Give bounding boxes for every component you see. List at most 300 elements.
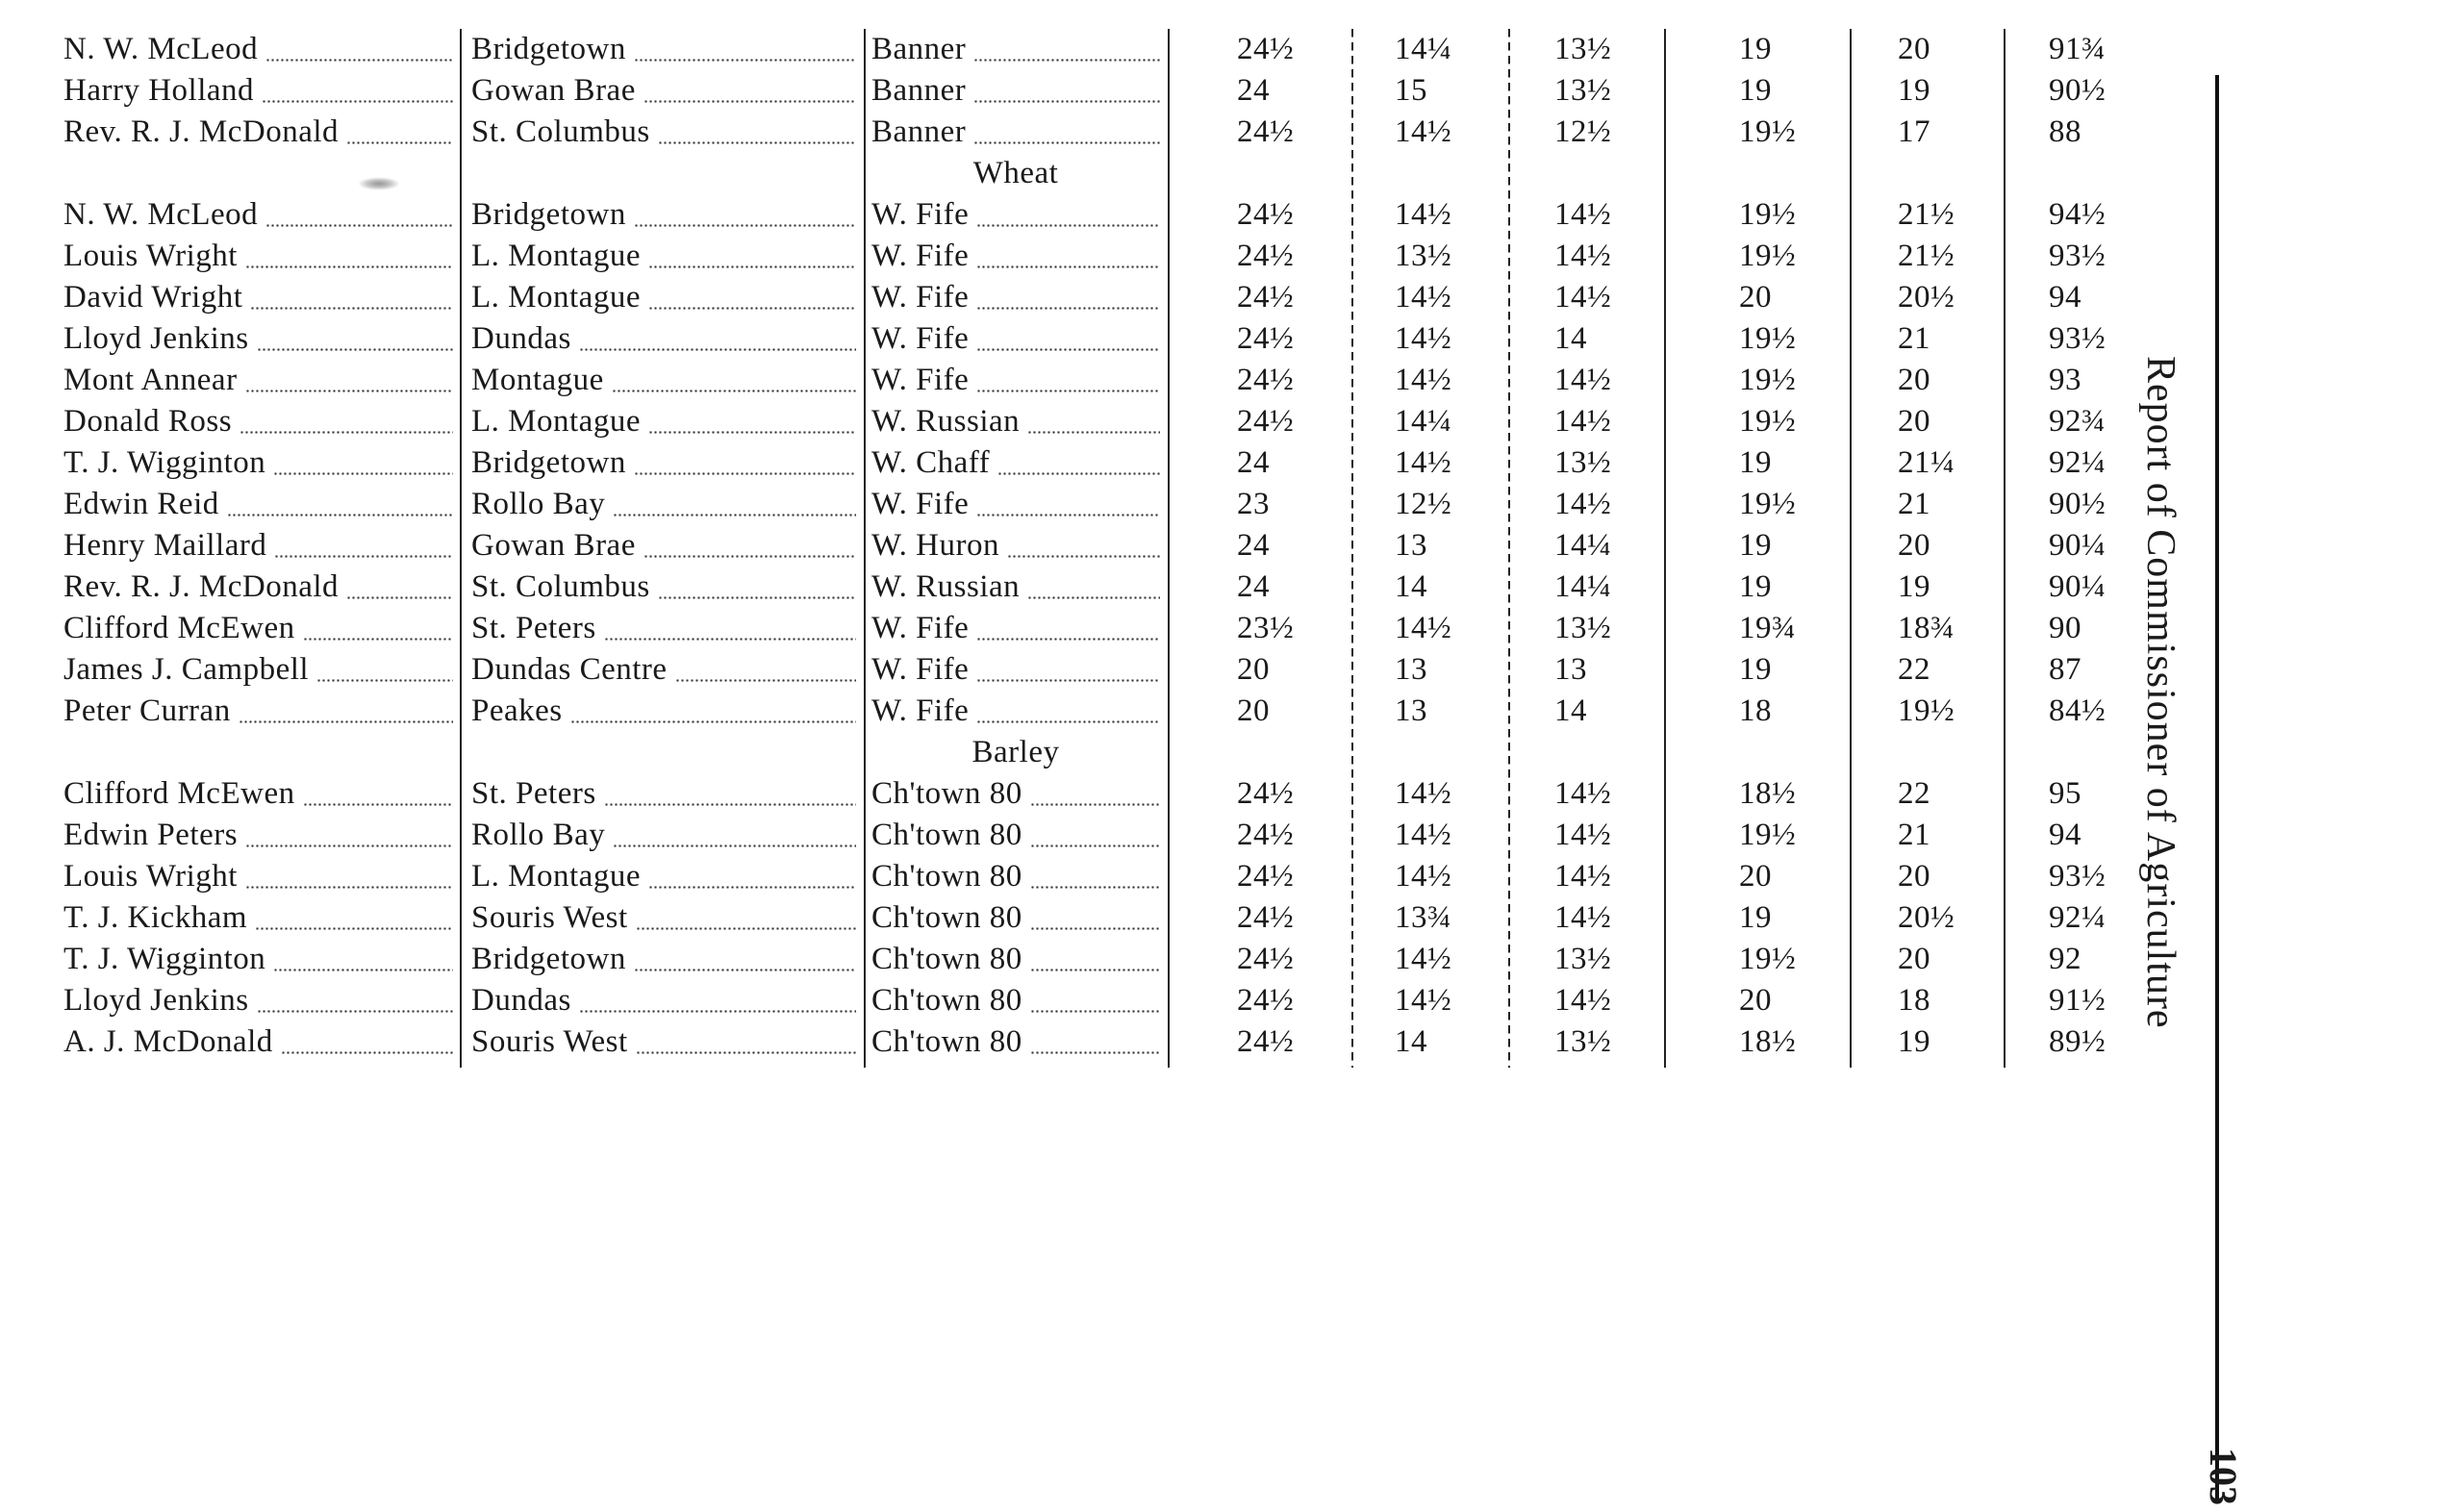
score-v3: 14¼ — [1554, 569, 1612, 604]
variety-cell — [871, 112, 1160, 153]
exhibitor-name-cell — [63, 897, 453, 939]
dot-leader — [257, 348, 453, 351]
exhibitor-place-cell — [471, 856, 856, 897]
score-v2: 13½ — [1395, 239, 1452, 273]
table-row — [0, 939, 2155, 980]
score-v3: 14½ — [1554, 363, 1612, 397]
dot-leader — [1027, 431, 1160, 434]
dot-leader — [316, 679, 453, 682]
score-v6: 90 — [2049, 611, 2081, 645]
score-v6: 94 — [2049, 818, 2081, 852]
exhibitor-place-cell — [471, 608, 856, 649]
table-row — [0, 856, 2155, 897]
exhibitor-name: James J. Campbell — [63, 652, 310, 687]
section-heading-row — [0, 732, 2155, 773]
score-v6: 84½ — [2049, 693, 2106, 728]
dot-leader — [604, 803, 856, 806]
column-rule-name — [460, 29, 462, 1068]
score-v3: 13½ — [1554, 445, 1612, 480]
score-v1: 24½ — [1237, 321, 1295, 356]
score-v4: 20 — [1739, 983, 1772, 1018]
score-v5: 21 — [1898, 818, 1930, 852]
score-v6: 95 — [2049, 776, 2081, 811]
dot-leader — [658, 596, 856, 599]
dot-leader — [997, 472, 1160, 475]
score-v1: 23 — [1237, 487, 1270, 521]
score-v6: 91½ — [2049, 983, 2106, 1018]
exhibitor-place-cell — [471, 939, 856, 980]
dot-leader — [648, 307, 856, 310]
score-v1: 24½ — [1237, 942, 1295, 976]
score-v4: 19½ — [1739, 239, 1797, 273]
variety: W. Chaff — [871, 445, 991, 480]
score-v2: 14½ — [1395, 280, 1452, 315]
exhibitor-place: Gowan Brae — [471, 528, 636, 563]
dot-leader — [648, 431, 856, 434]
variety: Banner — [871, 114, 967, 149]
exhibitor-name-cell — [63, 1021, 453, 1063]
score-v5: 22 — [1898, 776, 1930, 811]
exhibitor-name: Louis Wright — [63, 239, 238, 273]
dot-leader — [613, 844, 856, 847]
score-v6: 90½ — [2049, 73, 2106, 108]
score-v2: 14½ — [1395, 363, 1452, 397]
score-v1: 24½ — [1237, 280, 1295, 315]
page-number: 103 — [2202, 1448, 2245, 1505]
exhibitor-name: T. J. Wigginton — [63, 942, 266, 976]
score-v4: 19½ — [1739, 942, 1797, 976]
dot-leader — [1030, 803, 1160, 806]
dot-leader — [976, 638, 1160, 641]
variety-cell — [871, 525, 1160, 567]
score-v5: 20 — [1898, 942, 1930, 976]
dot-leader — [976, 307, 1160, 310]
score-v2: 14½ — [1395, 611, 1452, 645]
score-v3: 14½ — [1554, 983, 1612, 1018]
score-v3: 14½ — [1554, 818, 1612, 852]
dot-leader — [976, 514, 1160, 517]
exhibitor-name-cell — [63, 70, 453, 112]
variety: W. Fife — [871, 280, 970, 315]
dot-leader — [265, 224, 453, 227]
variety-cell — [871, 442, 1160, 484]
table-row — [0, 70, 2155, 112]
exhibitor-place: St. Peters — [471, 611, 596, 645]
exhibitor-name-cell — [63, 608, 453, 649]
exhibitor-place-cell — [471, 567, 856, 608]
score-v2: 14½ — [1395, 321, 1452, 356]
dot-leader — [346, 596, 453, 599]
dot-leader — [643, 100, 856, 103]
table-row — [0, 649, 2155, 691]
score-v5: 21¼ — [1898, 445, 1955, 480]
score-v5: 20 — [1898, 363, 1930, 397]
score-v1: 24 — [1237, 528, 1270, 563]
variety-cell — [871, 236, 1160, 277]
variety-cell — [871, 691, 1160, 732]
exhibitor-name: Henry Maillard — [63, 528, 267, 563]
dot-leader — [976, 348, 1160, 351]
table-row — [0, 442, 2155, 484]
exhibitor-place: Bridgetown — [471, 32, 626, 66]
variety: Ch'town 80 — [871, 859, 1022, 894]
score-v4: 20 — [1739, 280, 1772, 315]
variety: W. Fife — [871, 611, 970, 645]
score-v6: 90¼ — [2049, 569, 2106, 604]
score-v4: 19 — [1739, 900, 1772, 935]
variety: Ch'town 80 — [871, 1024, 1022, 1059]
score-v6: 87 — [2049, 652, 2081, 687]
score-v1: 24 — [1237, 445, 1270, 480]
exhibitor-place-cell — [471, 194, 856, 236]
variety: W. Huron — [871, 528, 999, 563]
exhibitor-place: Dundas — [471, 983, 571, 1018]
score-v6: 94½ — [2049, 197, 2106, 232]
exhibitor-place: St. Peters — [471, 776, 596, 811]
variety-cell — [871, 401, 1160, 442]
variety-cell — [871, 277, 1160, 318]
exhibitor-place: Bridgetown — [471, 942, 626, 976]
score-v2: 14½ — [1395, 197, 1452, 232]
score-v2: 15 — [1395, 73, 1427, 108]
score-v5: 22 — [1898, 652, 1930, 687]
score-v1: 24½ — [1237, 818, 1295, 852]
exhibitor-name-cell — [63, 856, 453, 897]
score-v4: 19 — [1739, 445, 1772, 480]
score-v6: 92 — [2049, 942, 2081, 976]
exhibitor-name: Lloyd Jenkins — [63, 321, 249, 356]
score-v3: 14½ — [1554, 776, 1612, 811]
score-v5: 21 — [1898, 321, 1930, 356]
score-v2: 13¾ — [1395, 900, 1452, 935]
score-v3: 14½ — [1554, 487, 1612, 521]
variety: W. Russian — [871, 404, 1021, 439]
exhibitor-name-cell — [63, 980, 453, 1021]
table-row — [0, 236, 2155, 277]
dot-leader — [257, 1010, 453, 1013]
exhibitor-name-cell — [63, 691, 453, 732]
variety: W. Fife — [871, 693, 970, 728]
exhibitor-place: Souris West — [471, 900, 628, 935]
exhibitor-name-cell — [63, 815, 453, 856]
exhibitor-name: N. W. McLeod — [63, 32, 259, 66]
score-v2: 14½ — [1395, 859, 1452, 894]
exhibitor-name-cell — [63, 194, 453, 236]
table-row — [0, 29, 2155, 70]
exhibitor-name: Clifford McEwen — [63, 611, 295, 645]
variety: W. Fife — [871, 239, 970, 273]
exhibitor-place-cell — [471, 29, 856, 70]
score-v4: 19½ — [1739, 197, 1797, 232]
exhibitor-place: Souris West — [471, 1024, 628, 1059]
exhibitor-place: Bridgetown — [471, 197, 626, 232]
score-v6: 88 — [2049, 114, 2081, 149]
variety: W. Fife — [871, 652, 970, 687]
variety-cell — [871, 649, 1160, 691]
variety: W. Russian — [871, 569, 1021, 604]
dot-leader — [273, 969, 453, 971]
score-v2: 14½ — [1395, 983, 1452, 1018]
exhibitor-name-cell — [63, 773, 453, 815]
score-v6: 93½ — [2049, 239, 2106, 273]
dot-leader — [973, 141, 1160, 144]
exhibitor-name: Peter Curran — [63, 693, 231, 728]
section-heading-row — [0, 153, 2155, 194]
score-v6: 90¼ — [2049, 528, 2106, 563]
score-v3: 13½ — [1554, 611, 1612, 645]
table-row — [0, 980, 2155, 1021]
score-v4: 20 — [1739, 859, 1772, 894]
score-v3: 14½ — [1554, 404, 1612, 439]
score-v2: 14 — [1395, 569, 1427, 604]
score-v5: 21½ — [1898, 197, 1955, 232]
score-v2: 14¼ — [1395, 404, 1452, 439]
variety-cell — [871, 939, 1160, 980]
dot-leader — [658, 141, 856, 144]
score-v3: 13½ — [1554, 73, 1612, 108]
exhibitor-name: Harry Holland — [63, 73, 255, 108]
score-v1: 24½ — [1237, 363, 1295, 397]
dot-leader — [579, 348, 856, 351]
table-row — [0, 525, 2155, 567]
exhibitor-place: Peakes — [471, 693, 563, 728]
exhibitor-name: T. J. Wigginton — [63, 445, 266, 480]
table-row — [0, 277, 2155, 318]
column-rule-v1 — [1351, 29, 1353, 1068]
score-v2: 14 — [1395, 1024, 1427, 1059]
score-v6: 92¼ — [2049, 900, 2106, 935]
exhibitor-place-cell — [471, 112, 856, 153]
dot-leader — [281, 1051, 453, 1054]
score-v4: 19½ — [1739, 404, 1797, 439]
column-rule-place — [864, 29, 866, 1068]
exhibitor-name: Clifford McEwen — [63, 776, 295, 811]
score-v3: 14 — [1554, 693, 1587, 728]
dot-leader — [1030, 969, 1160, 971]
score-v3: 14½ — [1554, 859, 1612, 894]
exhibitor-name: Edwin Peters — [63, 818, 239, 852]
score-v5: 20 — [1898, 528, 1930, 563]
score-v4: 19½ — [1739, 321, 1797, 356]
dot-leader — [303, 803, 453, 806]
dot-leader — [303, 638, 453, 641]
exhibitor-place-cell — [471, 484, 856, 525]
variety: Ch'town 80 — [871, 776, 1022, 811]
exhibitor-name: David Wright — [63, 280, 243, 315]
exhibitor-place: L. Montague — [471, 859, 641, 894]
ink-smudge — [358, 177, 400, 190]
table-row — [0, 691, 2155, 732]
score-v4: 19½ — [1739, 114, 1797, 149]
exhibitor-name-cell — [63, 112, 453, 153]
variety-cell — [871, 360, 1160, 401]
score-v1: 24½ — [1237, 1024, 1295, 1059]
score-v3: 13 — [1554, 652, 1587, 687]
section-heading: Barley — [971, 735, 1060, 769]
exhibitor-place-cell — [471, 70, 856, 112]
exhibitor-name-cell — [63, 525, 453, 567]
exhibitor-name-cell — [63, 401, 453, 442]
variety: Ch'town 80 — [871, 818, 1022, 852]
exhibitor-place-cell — [471, 401, 856, 442]
score-v4: 19½ — [1739, 487, 1797, 521]
exhibitor-name: Edwin Reid — [63, 487, 219, 521]
dot-leader — [273, 472, 453, 475]
exhibitor-place-cell — [471, 318, 856, 360]
table-row — [0, 401, 2155, 442]
score-v4: 19 — [1739, 32, 1772, 66]
score-v2: 14½ — [1395, 942, 1452, 976]
score-v1: 23½ — [1237, 611, 1295, 645]
running-head: Report of Commissioner of Agriculture — [2138, 356, 2182, 1029]
column-rule-v2 — [1508, 29, 1510, 1068]
score-v1: 24½ — [1237, 114, 1295, 149]
dot-leader — [643, 555, 856, 558]
exhibitor-place-cell — [471, 525, 856, 567]
table-row — [0, 897, 2155, 939]
exhibitor-place-cell — [471, 360, 856, 401]
table-row — [0, 194, 2155, 236]
variety: Banner — [871, 73, 967, 108]
score-v1: 24½ — [1237, 900, 1295, 935]
variety: Banner — [871, 32, 967, 66]
variety-cell — [871, 194, 1160, 236]
dot-leader — [1030, 927, 1160, 930]
score-v3: 14 — [1554, 321, 1587, 356]
score-v2: 12½ — [1395, 487, 1452, 521]
score-v3: 14½ — [1554, 280, 1612, 315]
exhibitor-name-cell — [63, 567, 453, 608]
score-v6: 91¾ — [2049, 32, 2106, 66]
exhibitor-name-cell — [63, 277, 453, 318]
score-v6: 92¼ — [2049, 445, 2106, 480]
score-v5: 21 — [1898, 487, 1930, 521]
dot-leader — [976, 224, 1160, 227]
dot-leader — [250, 307, 453, 310]
table-row — [0, 112, 2155, 153]
score-v3: 14¼ — [1554, 528, 1612, 563]
variety-cell — [871, 567, 1160, 608]
dot-leader — [1030, 886, 1160, 889]
variety-cell — [871, 856, 1160, 897]
score-v2: 13 — [1395, 652, 1427, 687]
exhibitor-name: T. J. Kickham — [63, 900, 248, 935]
table-row — [0, 567, 2155, 608]
variety: W. Fife — [871, 487, 970, 521]
score-v6: 93½ — [2049, 859, 2106, 894]
score-v5: 20 — [1898, 32, 1930, 66]
exhibitor-name-cell — [63, 360, 453, 401]
score-v1: 20 — [1237, 693, 1270, 728]
score-v4: 19 — [1739, 528, 1772, 563]
exhibitor-place: Bridgetown — [471, 445, 626, 480]
column-rule-v4 — [1850, 29, 1852, 1068]
score-v1: 24½ — [1237, 404, 1295, 439]
table-row — [0, 484, 2155, 525]
dot-leader — [973, 100, 1160, 103]
dot-leader — [245, 390, 453, 392]
variety-cell — [871, 608, 1160, 649]
column-rule-v5 — [2004, 29, 2006, 1068]
exhibitor-place-cell — [471, 773, 856, 815]
exhibitor-name: Donald Ross — [63, 404, 233, 439]
score-v4: 18½ — [1739, 1024, 1797, 1059]
score-v1: 24 — [1237, 569, 1270, 604]
dot-leader — [570, 720, 856, 723]
score-v5: 20 — [1898, 859, 1930, 894]
exhibitor-name-cell — [63, 318, 453, 360]
dot-leader — [634, 969, 856, 971]
score-v3: 12½ — [1554, 114, 1612, 149]
variety-cell — [871, 897, 1160, 939]
score-v5: 17 — [1898, 114, 1930, 149]
score-v4: 19¾ — [1739, 611, 1797, 645]
dot-leader — [274, 555, 453, 558]
dot-leader — [634, 472, 856, 475]
score-v2: 14½ — [1395, 776, 1452, 811]
variety-cell — [871, 484, 1160, 525]
exhibitor-place: St. Columbus — [471, 569, 650, 604]
score-v3: 14½ — [1554, 239, 1612, 273]
score-v1: 24½ — [1237, 859, 1295, 894]
column-rule-v3 — [1664, 29, 1666, 1068]
exhibitor-place-cell — [471, 442, 856, 484]
exhibitor-place: Rollo Bay — [471, 487, 606, 521]
dot-leader — [648, 265, 856, 268]
dot-leader — [675, 679, 856, 682]
score-v4: 18 — [1739, 693, 1772, 728]
dot-leader — [976, 390, 1160, 392]
exhibitor-name: Rev. R. J. McDonald — [63, 114, 340, 149]
score-v1: 24 — [1237, 73, 1270, 108]
exhibitor-place: Gowan Brae — [471, 73, 636, 108]
score-v3: 13½ — [1554, 1024, 1612, 1059]
exhibitor-place: Dundas Centre — [471, 652, 668, 687]
table-row — [0, 608, 2155, 649]
score-v6: 93 — [2049, 363, 2081, 397]
exhibitor-place-cell — [471, 649, 856, 691]
dot-leader — [612, 390, 856, 392]
score-v6: 90½ — [2049, 487, 2106, 521]
score-v5: 20½ — [1898, 900, 1955, 935]
score-v1: 24½ — [1237, 776, 1295, 811]
dot-leader — [1007, 555, 1160, 558]
dot-leader — [634, 59, 856, 62]
section-heading: Wheat — [972, 156, 1059, 190]
score-v1: 24½ — [1237, 32, 1295, 66]
variety: Ch'town 80 — [871, 942, 1022, 976]
dot-leader — [976, 720, 1160, 723]
margin-rule — [2215, 75, 2219, 1499]
variety: Ch'town 80 — [871, 900, 1022, 935]
score-v2: 13 — [1395, 693, 1427, 728]
exhibitor-name: A. J. McDonald — [63, 1024, 273, 1059]
score-v2: 14½ — [1395, 114, 1452, 149]
score-v3: 13½ — [1554, 942, 1612, 976]
exhibitor-place: L. Montague — [471, 239, 641, 273]
dot-leader — [648, 886, 856, 889]
score-v3: 13½ — [1554, 32, 1612, 66]
variety-cell — [871, 318, 1160, 360]
dot-leader — [976, 679, 1160, 682]
dot-leader — [346, 141, 453, 144]
exhibitor-place: Montague — [471, 363, 604, 397]
score-v6: 92¾ — [2049, 404, 2106, 439]
score-v5: 20½ — [1898, 280, 1955, 315]
score-v2: 13 — [1395, 528, 1427, 563]
score-v1: 24½ — [1237, 197, 1295, 232]
score-v1: 24½ — [1237, 983, 1295, 1018]
